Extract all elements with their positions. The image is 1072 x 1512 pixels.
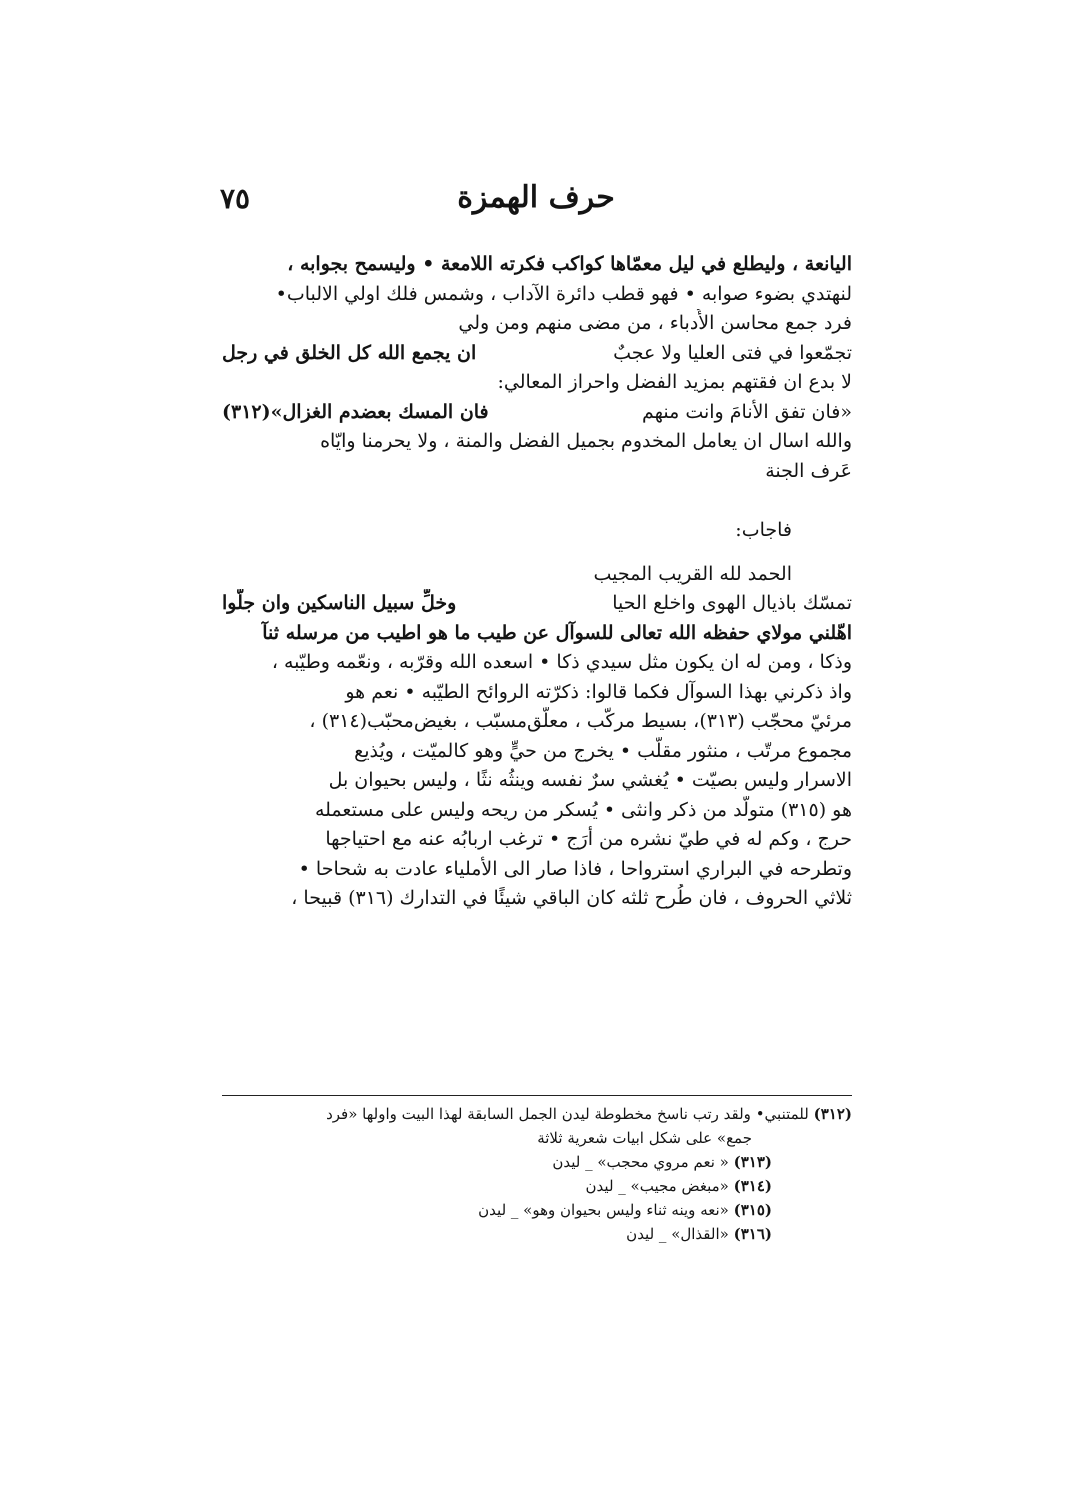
footnote-number: (٣١٥) <box>733 1201 772 1219</box>
verse-first-hemistich: تجمّعوا في فتى العليا ولا عجبٌ <box>613 341 852 364</box>
footnote-314 <box>222 1174 852 1198</box>
footnote-number: (٣١٢) <box>813 1105 852 1123</box>
text-line: اليانعة ، وليطلع في ليل معمّاها كواكب فكرته اللامعة • وليسمح بجوابه ، <box>287 253 852 275</box>
footnote-316 <box>222 1222 852 1246</box>
footnote-separator <box>222 1095 852 1096</box>
text-line: مرئيّ محجّب (٣١٣)، بسيط مركّب ، معلّق‌مسبّب ، بغيض‌محبّب(٣١٤) ، <box>309 710 852 732</box>
verse-second-hemistich: ان يجمع الله كل الخلق في رجل <box>222 341 477 364</box>
footnote-315 <box>222 1198 852 1222</box>
text-line: لنهتدي بضوء صوابه • فهو قطب دائرة الآداب ، وشمس فلك اولي الالباب• <box>275 282 852 305</box>
text-line: والله اسال ان يعامل المخدوم بجميل الفضل والمنة ، ولا يحرمنا وايّاه <box>320 430 852 452</box>
footnote-text: «القذال» _ ليدن <box>626 1225 729 1243</box>
footnote-text: للمتنبي• ولقد رتب ناسخ مخطوطة ليدن الجمل السابقة لهذا البيت واولها «فرد <box>326 1105 809 1123</box>
footnote-312 <box>222 1102 852 1126</box>
footnote-number: (٣١٦) <box>733 1225 772 1243</box>
page-header <box>220 180 852 230</box>
text-line: فرد جمع محاسن الأُدباء ، من مضى منهم ومن ولي <box>458 312 852 334</box>
text-line: مجموع مرتّب ، منثور مقلّب • يخرج من حيٍّ وهو كالميّت ، ويُذيع <box>354 739 852 762</box>
footnote-312-continuation: جمع» على شكل ابيات شعرية ثلاثة <box>537 1129 752 1147</box>
spacer <box>222 546 852 560</box>
footnote-text: «مبغض مجيب» _ ليدن <box>585 1177 729 1195</box>
page-number: ٧٥ <box>220 182 251 215</box>
running-title: حرف الهمزة <box>457 180 615 215</box>
spacer <box>222 486 852 516</box>
verse-second-hemistich: وخلِّ سبيل الناسكين وان جلّوا <box>222 592 457 614</box>
text-line: حرج ، وكم له في طيّ نشره من أرَج • ترغب اربابُه عنه مع احتياجها <box>325 828 852 850</box>
verse-second-hemistich: فان المسك بعضدم الغزال»(٣١٢) <box>222 400 489 423</box>
footnote-313 <box>222 1150 852 1174</box>
text-line: لا بدع ان فقتهم بمزيد الفضل واحراز المعالي: <box>497 371 852 393</box>
footnote-number: (٣١٣) <box>733 1153 772 1171</box>
verse-line <box>222 589 852 619</box>
verse-line <box>222 398 852 428</box>
footnote-text: « نعم مروي محجب» _ ليدن <box>552 1153 729 1171</box>
text-line: واذ ذكرني بهذا السوآل فكما قالوا: ذكرّته الروائح الطيّبه • نعم هو <box>345 680 852 703</box>
verse-first-hemistich: تمسّك باذيال الهوى واخلع الحيا <box>612 592 852 614</box>
answer-heading: فاجاب: <box>735 519 792 541</box>
text-line: الاسرار وليس بصيّت • يُغشي سرٌ نفسه وينثُه نثًا ، وليس بحيوان بل <box>328 769 852 791</box>
text-line: وتطرحه في البراري استرواحا ، فاذا صار الى الأملياء عادت به شحاحا • <box>298 857 852 880</box>
text-line: عَرف الجنة <box>765 459 852 482</box>
footnote-number: (٣١٤) <box>733 1177 772 1195</box>
verse-first-hemistich: «فان تفق الأنامَ وانت منهم <box>641 400 852 423</box>
text-line: وذكا ، ومن له ان يكون مثل سيدي ذكا • اسعده الله وقرّبه ، ونعّمه وطيّبه ، <box>271 651 852 673</box>
text-line: ثلاثي الحروف ، فان طُرح ثلثه كان الباقي شيئًا في التدارك (٣١٦) قبيحا ، <box>291 887 852 909</box>
text-line: هو (٣١٥) متولّد من ذكر وانثى • يُسكر من ريحه وليس على مستعمله <box>314 798 852 821</box>
footnote-text: «نعه وينه ثناء وليس بحيوان وهو» _ ليدن <box>478 1201 729 1219</box>
main-text <box>222 250 852 914</box>
hamd-line: الحمد لله القريب المجيب <box>593 562 792 585</box>
verse-line <box>222 339 852 369</box>
text-line: اهّلني مولاي حفظه الله تعالى للسوآل عن طيب ما هو اطيب من مرسله ثنآ <box>262 621 852 644</box>
footnotes <box>222 1102 852 1246</box>
